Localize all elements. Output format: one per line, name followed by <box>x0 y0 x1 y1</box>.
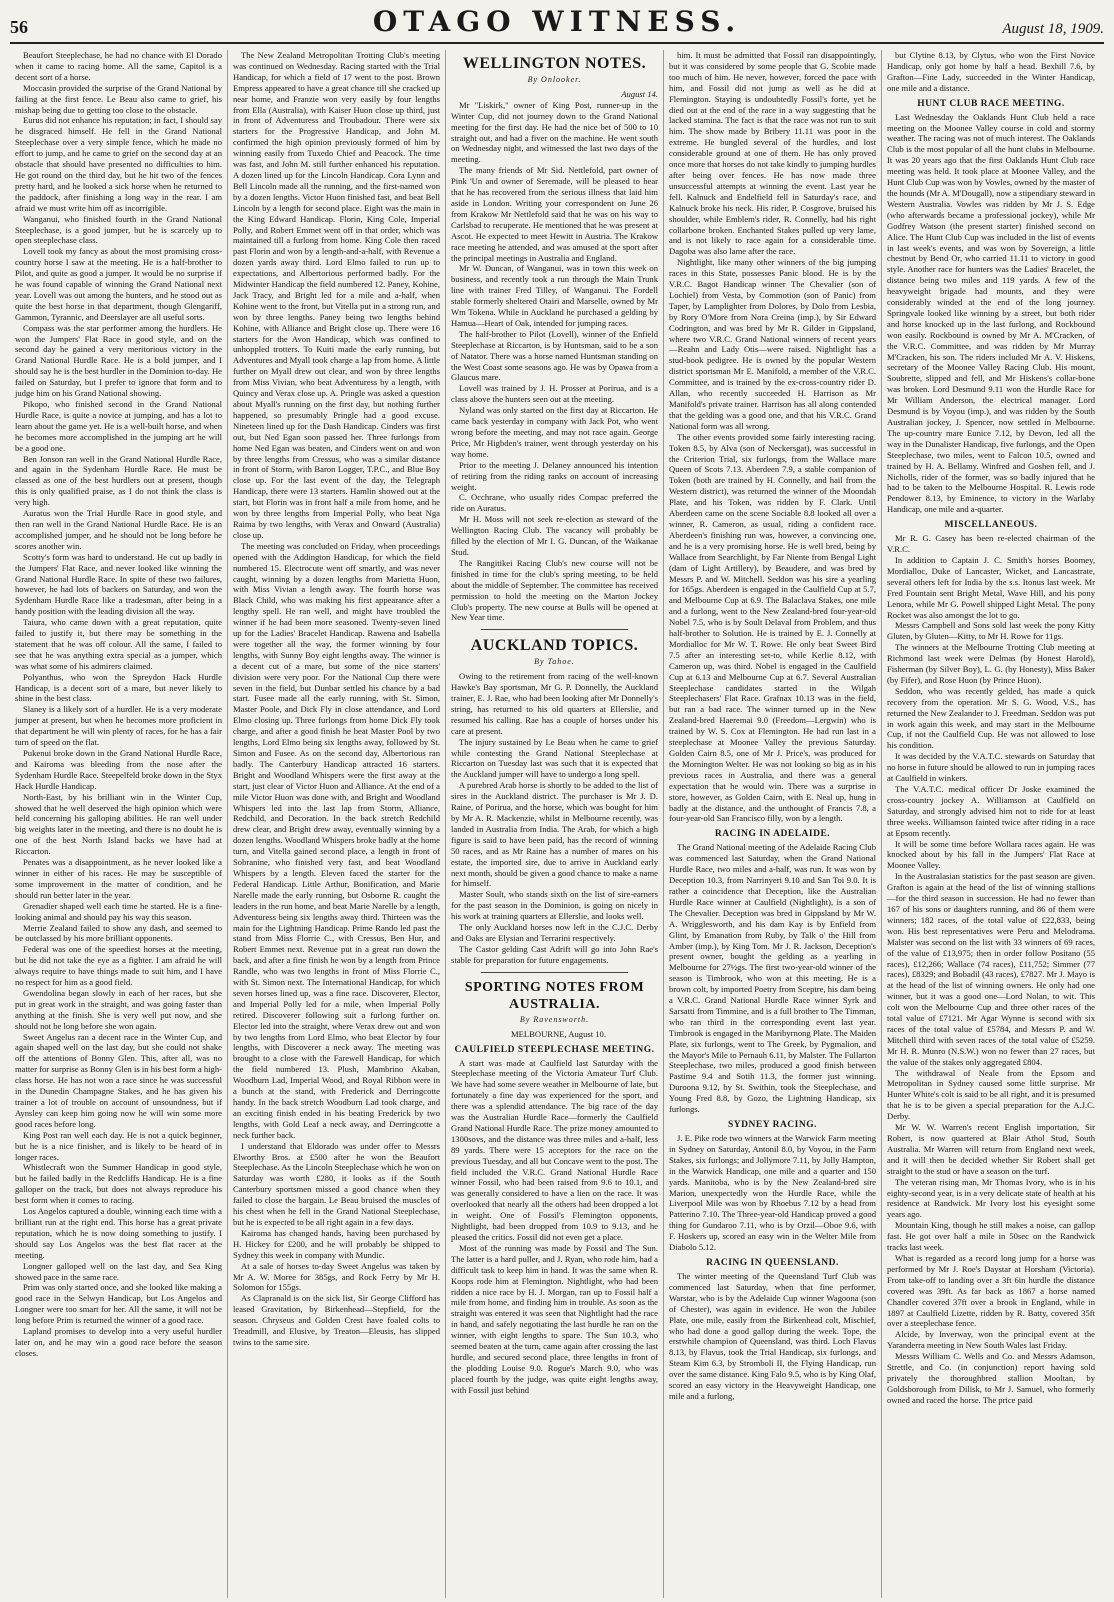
paragraph: Slaney is a likely sort of a hurdler. He is a very moderate jumper at present, but when he becomes more proficient in that department he will win plenty of races, for he has a fair turn of speed on the flat. <box>15 704 222 748</box>
paragraph: I understand that Eldorado was under offer to Messrs Elworthy Bros. at £500 after he won the Beaufort Steeplechase. As the Lincoln Steeplechase which he won on Saturday was worth £280, it looks as if the South Canterbury sportsmen missed a good chance when they failed to close the bargain. Le Beau bruised the muscles of his chest when he fell in the Grand National Steeplechase, but he is expected to be all right again in a few days. <box>233 1140 440 1227</box>
issue-date: August 18, 1909. <box>1002 21 1104 37</box>
paragraph: Pukenui broke down in the Grand National Hurdle Race, and Kairoma was bleeding from the nose after the Sydenham Hurdle Race. Steepelfeld broke down in the Styx Hack Hurdle Handicap. <box>15 748 222 791</box>
hunt-heading: HUNT CLUB RACE MEETING. <box>917 98 1065 109</box>
paragraph: Alcide, by Inverway, won the principal event at the Yaranderra meeting in New South Wales last Friday. <box>887 1329 1095 1351</box>
paragraph: Prim was only started once, and she looked like making a good race in the Selwyn Handicap, but Los Angelos and Longner were too smart for her. All the same, it will not be long before Prim is returned the winner of a good race. <box>15 1282 222 1326</box>
paragraph: Lovell was trained by J. H. Prosser at Porirua, and is a class above the hunters seen out at the meeting. <box>451 383 658 405</box>
wellington-heading: WELLINGTON NOTES. <box>462 55 647 72</box>
column-3 <box>446 50 664 1598</box>
paragraph: King Post ran well each day. He is not a quick beginner, but he is a nice finisher, and is likely to be heard of in longer races. <box>15 1129 222 1162</box>
paragraph: Owing to the retirement from racing of the well-known Hawke's Bay sportsman, Mr G. P. Donnelly, the Auckland trainer, E. J. Rae, who had been looking after Mr Donnelly's string, has returned to his old quarters at Ellerslie, and resumed his calling. Rae has a couple of horses under his care at present. <box>451 671 658 736</box>
paragraph: Nyland was only started on the first day at Riccarton. He came back yesterday in company with Jack Pot, who went wrong before the meeting, and may not race again. George Price, Mr Higbden's trainer, went through yesterday on his way home. <box>451 405 658 459</box>
paragraph: The Rangitikei Racing Club's new course will not be finished in time for the club's spring meeting, to be held about the middle of September. The committee has received permission to hold the meeting on the Marton Jockey Club's property. The new course at Bulls will be opened at New Year time. <box>451 557 658 623</box>
sporting-subheading: CAULFIELD STEEPLECHASE MEETING. <box>454 1044 655 1055</box>
paragraph: Mr W. Duncan, of Wanganui, was in town this week on business, and recently took a run through the Main Trunk line with trainer Fred Tilley, of Wanganui. The Fordell stable formerly sheltered Otairi and Marselle, owned by Mr Wm Tokena. While in Auckland he purchased a gelding by Hamua—Heart of Oak, intended for jumping races. <box>451 263 658 328</box>
paper-title: OTAGO WITNESS. <box>372 5 742 38</box>
paragraph: him. It must be admitted that Fossil ran disappointingly, but it was considered by some people that G. Scobie made too much of him. He never, however, forced the pace with him, and Fossil did not jump as well as he did at Flemington. Staying is undoubtedly Fossil's forte, yet he died out at the end of the race in a way suggesting that he lacked stamina. The fact is that the race was not run to suit him. The show made by Bribery 11.11 was poor in the extreme. He bungled several of the hurdles, and lost considerable ground at one of them. He has only proved once more that horses do not take kindly to jumping hurdles after being over fences. He has now made three unsuccessful attempts at winning the event. Last year he fell. Kalnuck and Endelfield fell in Saturday's race, and Kalnuck broke his neck. His rider, P. Cosgrove, bruised his shoulder, while Emblem's rider, R. Connelly, had his right collarbone broken. Enchanted Stakes pulled up very lame, and is not likely to race again for a considerable time. Dagoba was also lame after the race. <box>669 50 876 257</box>
page-number: 56 <box>10 17 28 37</box>
queensland-heading: RACING IN QUEENSLAND. <box>706 1257 839 1268</box>
paragraph: Beaufort Steeplechase, he had no chance with El Dorado when it came to racing home. All the same, Capitol is a decent sort of a horse. <box>15 50 222 82</box>
sydney-heading: SYDNEY RACING. <box>728 1120 817 1130</box>
paragraph: Compass was the star performer among the hurdlers. He won the Jumpers' Flat Race in good style, and on the second day he gained a very meritorious victory in the Grand National Hurdle Race. He is a bold jumper, and I should say he is the best hurdler in the Dominion to-day. He failed on Saturday, but I prefer to ignore that form and to judge him on his Grand National showing. <box>15 322 222 399</box>
paragraph: Mr R. G. Casey has been re-elected chairman of the V.R.C. <box>887 533 1095 555</box>
paragraph: The injury sustained by Le Beau when he came to grief while contesting the Grand National Steeplechase at Riccarton on Tuesday last was such that it is expected that the Auckland jumper will have to undergo a long spell. <box>451 736 658 780</box>
paragraph: Scotty's form was hard to understand. He cut up badly in the Jumpers' Flat Race, and never looked like winning the Grand National Hurdle Race. In spite of these two failures, however, he had lots of backers on Saturday, and won the Sydenham Hurdle Race like a tradesman, after being in a handy position with the leading division all the way. <box>15 551 222 617</box>
paragraph: The other events provided some fairly interesting racing. Token 8.5, by Alva (son of Neckersgat), was successful in the Criterion Trial, six furlongs, from the Wallace mare Queen of Scots 7.13. Aberdeen 7.9, a stable companion of Token (both are trained by H. Connelly, and hail from the Western district), was returned the winner of the Moondah Plate, and his Token, was ridden by F. Clark. Until Aberdeen came on the scene Sociable 8.8 looked all over a winner, R. Cameron, as usual, riding a confident race. Aberdeen's finishing run was, however, a convincing one, and he is a very promising horse. He is well bred, being by Wallace from Searchlight, by Far Niente from Bengal Light (dam of Light Artillery), by Beaudere, and was bred by Messrs P. and W. Mitchell. Seddon was his sire a yearling for 165gs. Aberdeen is engaged in the Caulfield Cup at 5.7, and Melbourne Cup at 6.9. The Balaclava Stakes, one mile and a furlong, went to the New Zealand-bred four-year-old Nobel 7.5, who is by Soult Delaval from Problem, and thus half-brother to Solution. He is trained by E. J. Connelly at Mordialloc for Mr W. T. Rowe. He only beat Sweet Bird 7.5 after an interesting set-to, while Kerlie 8.12, with Cameron up, was third. Nobel is engaged in the Caulfield Cup at 6.13 and Melbourne Cup at 6.7. Several Australian Steeplechase candidates started in the Wilgah Steeplechasers' Flat Race. Grafnax 10.13 was in the field, but ran a bad race. The winner turned up in the New Zealand-bred Haeremai 9.0 (Freedom—Lergwin) who is trained by W. S. Cox at Flemington. He had run last in a steeplechase at Moonee Valley the previous Saturday. Golden Cairn 8.5, one of Mr J. Price's, was produced for the Mornington Welter. He was not looking so big as in his previous races in Australia, and there was a general expectation that he would win. There was a surprise in store, however, as Golden Cairn, with E. Neal up, hung in badly at the distance, and the unthought of Francis 7.8, a four-year-old San Francisco filly, won by a length. <box>669 431 876 824</box>
wellington-body <box>451 100 658 624</box>
paragraph: The only Auckland horses now left in the C.J.C. Derby and Oaks are Elysian and Terrarini respectively. <box>451 922 658 943</box>
sporting-byline: By Ravensworth. <box>519 1014 590 1024</box>
auckland-byline: By Tahoe. <box>534 657 575 667</box>
paragraph: The Castor gelding Cast Adrift will go into John Rae's stable for preparation for future engagements. <box>451 943 658 965</box>
paragraph: Mr H. Moss will not seek re-election as steward of the Wellington Racing Club. The vacancy will probably be filled by the election of Mr I. G. Duncan, of the Waikanae Stud. <box>451 514 658 557</box>
paragraph: Mr W. W. Warren's recent English importation, Sir Robert, is now quartered at Blair Athol Stud, South Australia. Mr Warren will return from England next week, and it will then be decided whether Sir Robert shall get straight to the stud or have a season on the turf. <box>887 1122 1095 1176</box>
paragraph: Nightlight, like many other winners of the big jumping races in this State, possesses Panic blood. He is by the V.R.C. Bagot Handicap winner The Chevalier (son of Lochiel) from Vesta, by Commotion (son of Panic) from Taper, by Lamplighter from Dolores, by Dolo from Lesbia, by Rory O'More from Nora Creina (imp.), by Sir Edward Codrington, and was bred by Mr R. Gilder in Gippsland, where two V.R.C. Grand National winners of recent years—Reahn and Lady Otis—were raised. Nightlight has a stud-book pedigree. He is owned by the popular Western district sportsman Mr E. Manifold, a member of the V.R.C. Committee, and is trained by the ex-cross-country rider D. Allan, who recently succeeded H. Harrison as Mr Manifold's private trainer. Harrison has all along contended that the gelding was a good one, and that his V.R.C. Grand National form was all wrong. <box>669 257 876 431</box>
paragraph: Penates was a disappointment, as he never looked like a winner in either of his races. He may be susceptible of some improvement in the matter of condition, and he should run better later in the year. <box>15 857 222 900</box>
paragraph: The New Zealand Metropolitan Trotting Club's meeting was continued on Wednesday. Racing started with the Trial Handicap, for which a field of 17 went to the post. Brown Empress appeared to have a great chance till she cracked up near home, and Franzie won very easily by four lengths from Ella (Australia), with Kaiser Huon close up third, just in front of Adventuress and Troubadour. There were six starters for the Progressive Handicap, and John M. confirmed the high opinion previously formed of him by winning easily from Tuxedo Chief and Peacock. The time was fast, and John M. still further enhanced his reputation. A dozen lined up for the Lincoln Handicap. Cora Lynn and Bell Lincoln made all the running, and the first-named won by a dozen lengths. Victor Huon finished fast, and beat Bell Lincoln by a length for second place. Eight was the main in the King Edward Handicap. Florin, King Cole, Imperial Polly, and Robert Emmet went off in that order, which was maintained till a furlong from home. King Cole then raced past Florin and won by a length-and-a-half, with Revenue a dozen yards away third. Lord Elmo failed to run up to expectations, and Albertorious performed badly. For the Midwinter Handicap the field numbered 12. Paney, Kohine, Jack Tracy, and Bright led for a mile and a-half, when Kohine went to the front, but Vitella put in a strong run, and won by three lengths. Paney being two lengths behind Kohine, with Alliance and Bright close up. There were 16 starters for the Avon Handicap, which was confined to unhoppled trotters. To Kuiti made the early running, but Adventures and Myall took charge a lap from home. A little further on Myall drew out clear, and won by three lengths from Miss Vivian, who beat Adventuress by a length, with Quincy and Verax close up. A. Pringle was asked a question about Myall's running on the first day, but nothing further happened, so presumably Pringle had a good excuse. Nineteen lined up for the Dash Handicap. Cinders was first out, but Ned Egan soon passed her. Three furlongs from home Ned Egan was beaten, and Cinders went on and won by three lengths from Cressus, who was a similar distance in front of Storm, with Baron Logger, T.P.C., and Blue Boy close up. For the last event of the day, the Telegraph Handicap, there were 13 starters. Hamlin showed out at the start, but Florin was in front half a mile from home, and he won by three lengths from Imperial Polly, who beat Nga Raima by two lengths, with Verax and Onward (Australia) close up. <box>233 50 440 540</box>
auckland-body <box>451 671 658 965</box>
paragraph: North-East, by his brilliant win in the Winter Cup, showed that he well deserved the high opinion which were held concerning his galloping abilities. He ran well under big weights later in the meeting, and there is no doubt he is one of the best North Island backs we have had at Riccarton. <box>15 791 222 857</box>
paragraph: What is regarded as a record long jump for a horse was performed by Mr J. Roe's Daystar at Horsham (Victoria). From take-off to landing over a 3ft 6in hurdle the distance covered was 39ft. As far back as 1867 a horse named Chandler covered 37ft over a brook in England, while in 1897 at Caulfield Lizette, ridden by R. Batty, covered 35ft over a steeplechase fence. <box>887 1252 1095 1329</box>
misc-heading: MISCELLANEOUS. <box>944 520 1038 531</box>
paragraph: Wanganui, who finished fourth in the Grand National Steeplechase, is a good jumper, but he is scarcely up to open steeplechase class. <box>15 213 222 246</box>
paragraph: It was decided by the V.A.T.C. stewards on Saturday that no horse in future should be allowed to run in jumping races at Caulfield in winkers. <box>887 751 1095 784</box>
wellington-dateline: August 14. <box>621 88 658 99</box>
paragraph: Longner galloped well on the last day, and Sea King showed pace in the same race. <box>15 1260 222 1282</box>
paragraph: In the Australasian statistics for the past season are given. Grafton is again at the head of the list of winning stallions—for the third season in succession. He had no fewer than 167 of his sons or daughters running, and 86 of them were winners; 182 races, of the total value of £22,833, being won. His best representatives were Peru and Melodrama. Malster was second on the list with 33 winners of 69 races, of the value of £13,975; then in order follow Positano (55 races), £12,266; Wallace (74 races), £11,752; Simmer (77 races), £8329; and Bobadil (43 races), £7827. Mr J. Mayo is at the head of the list of winning owners. He only had one winner, but it was a good one—Lord Nolan, to wit. This colt won the Melbourne Cup and three other races of the total value of £7121. Mr Agar Wynne is second with six races of the total value of £5784, and Messrs P. and W. Mitchell third with seven races of the total value of £5259. Mr H. R. Munro (N.S.W.) won no fewer than 27 races, but the value of the stakes only aggregated £804. <box>887 871 1095 1067</box>
queensland-continued <box>887 50 1095 94</box>
paragraph: The V.A.T.C. medical officer Dr Joske examined the cross-country jockey A. Williamson at Caulfield on Saturday, and strongly advised him not to ride for at least three weeks. Williamson fainted twice after riding in a race at Epsom recently. <box>887 784 1095 838</box>
paragraph: Master Soult, who stands sixth on the list of sire-earners for the past season in the Dominion, is going on nicely in his work at training quarters at Ellerslie, and looks well. <box>451 889 658 922</box>
paragraph: but Clytine 8.13, by Clytus, who won the First Novice Handicap, only got home by half a head. Bexhill 7.6, by Grafton—Fine Lady, succeeded in the Winter Handicap, one mile and a distance. <box>887 50 1095 93</box>
paragraph: Pikopo, who finished second in the Grand National Hurdle Race, is quite a novice at jumping, and has a lot to learn about the game yet. He is a well-built horse, and when he becomes more accomplished in the jumping art he will be a good one. <box>15 399 222 453</box>
paragraph: Mountain King, though he still makes a noise, can gallop fast. He got over half a mile in 50sec on the Randwick tracks last week. <box>887 1220 1095 1253</box>
queensland-body <box>669 1271 876 1402</box>
paragraph: Seddon, who was recently gelded, has made a quick recovery from the operation. Mr S. G. Wood, V.S., has returned the New Zealander to J. Freedman. Seddon was put in work again this week, and may start in the Melbourne Cup, if not the Caulfield Cup. He was not allowed to lose his condition. <box>887 685 1095 751</box>
paragraph: Most of the running was made by Fossil and The Sun. The latter is a hard puller, and J. Ryan, who rode him, had a difficult task to keep him in hand. It was the same when R. Koops rode him at Flemington. Nightlight, who had been ridden a nice race by H. J. Morgan, ran up to Fossil half a mile from home, and finding him in trouble. As soon as the straight was entered it was seen that Nightlight had the race in hand, and safely negotiating the last hurdle he ran on the winner, with eight lengths to spare. The Sun 10.3, who seemed beaten at the turn, came again after crossing the last hurdle, and secured second place, three lengths in front of the plodding Louise 9.0. Rogue's March 9.0, who was placed fourth by the judge, was quite eight lengths away, with Fossil just behind <box>451 1242 658 1395</box>
paragraph: As Clapranald is on the sick list, Sir George Clifford has leased Gravitation, by Birkenhead—Stepfield, for the season. Chryseus and Golden Crest have foaled colts to Treadmill, and Elusive, by Treaton—Eleusis, has slipped twins to the same sire. <box>233 1293 440 1347</box>
paragraph: J. E. Pike rode two winners at the Warwick Farm meeting in Sydney on Saturday, Antonil 8.0, by Voyou, in the Farm Stakes, six furlongs; and Jollymore 7.11, by Jolly Hampton, in the Warwick Handicap, one mile and a quarter and 150 yards. Manitoba, who is by the New Zealand-bred sire Marion, unexpectedly won the Hurdle Race, while the Liverpool Mile was won by Rhoebus 7.12 by a head from Patterino 7.10. The Three-year-old Handicap proved a good thing for Gundaroo 7.11, who is by Orzil—Oboe 9.6, with F. Hoskers up, scored an easy win in the Welter Mile from Diabolo 5.12. <box>669 1133 876 1253</box>
adelaide-heading: RACING IN ADELAIDE. <box>714 829 831 840</box>
paragraph: Ben Jonson ran well in the Grand National Hurdle Race, and again in the Sydenham Hurdle Race. He must be classed as one of the best hurdlers out at present, though this is only qualified praise, as I do not think the class is very high. <box>15 453 222 508</box>
wellington-byline: By Onlooker. <box>527 75 582 84</box>
section-rule <box>481 972 628 973</box>
paragraph: In addition to Captain J. C. Smith's horses Boomey, Mordialloc, Duke of Lancaster, Wicket, and Lancastrate, several others left for India by the s.s. Itonus last week. Mr Fred Fountain sent Bright Metal, Wave Hill, and his pony Lenora, while Mr G. Powell shipped Light Metal. The pony Rocket was also amongst the lot to go. <box>887 554 1095 620</box>
paragraph: Auratus won the Trial Hurdle Race in good style, and then ran well in the Grand National Hurdle Race. He is an accomplished jumper, and he should not be long before he scores another win. <box>15 508 222 551</box>
paragraph: The Grand National meeting of the Adelaide Racing Club was commenced last Saturday, when the Grand National Hurdle Race, two miles and a-half, was run. It was won by Deception 10.3, from Narrinyeri 9.10 and San Toi 9.0. It is rather a coincidence that Deception, like the Australian Hurdle Race winner at Caulfield (Nightlight), is a son of The Chevalier. Deception was bred in Gippsland by Mr W. A. Wrigglesworth, and his dam Kay is by Enfield from Glint, by Emanation from Ruby, by Talk o' the Hill from Amber (imp.), by King Tom. Mr J. R. Jackson, Deception's present owner, bought the gelding as a yearling in Melbourne for 27½gs. The first two-year-old winner of the season is Timbrook, who won at this meeting. He is a brown colt, by imported Poetry from Sceptre, his dam being a V.R.C. Grand National Hurdle Race winner Syrk and Sarsatti from Timmine, and is a full brother to The Timman, who ran third in the corresponding event last year. Timbrook is engaged in the Maribyrnong Plate. The Maiden Plate, six furlongs, went to The Greek, by Pygmalion, and the Mayor's Mile to Pernauh 6.11, by Malster. The Fullarton Steeplechase, two miles, produced a good finish between Pastime 9.4 and Sotih 11.3, the former just winning. Duroona 9.12, by St. Swithin, took the Steeplechase, and Young Fred 8.8, by Gozo, the Lightning Handicap, six furlongs. <box>669 842 876 1115</box>
paragraph: Federal was one of the speediest horses at the meeting, but he did not take the eye as a fighter. I am afraid he will always require to have things made to suit him, and I have no respect for him as a good field. <box>15 944 222 988</box>
hunt-body <box>887 112 1095 516</box>
column-2 <box>228 50 446 1598</box>
section-rule <box>481 629 628 630</box>
paragraph: A start was made at Caulfield last Saturday with the Steeplechase meeting of the Victoria Amateur Turf Club. We have had some severe weather in Melbourne of late, but fortunately a fine day was experienced for the sport, and there was a splendid attendance. The big race of the day was the Australian Hurdle Race—formerly the Caulfield Grand National Hurdle Race. The prize money amounted to 1300sovs, and the distance was three miles and a-half, less 89 yards. There were 15 acceptors for the race on the previous Tuesday, and all but Concave went to the post. The field included the V.R.C. Grand National Hurdle Race winner Fossil, who had been raised from 9.6 to 10.1, and was generally considered to have a lien on the race. It was overlooked that nearly all the others had been dropped a lot in weight. One of Fossil's Flemington opponents, Nightlight, had been dropped from 10.9 to 9.13, and he pleased the critics. Fossil did not even get a place. <box>451 1057 658 1242</box>
paragraph: Los Angelos captured a double, winning each time with a brilliant run at the right end. This horse has a great private reputation, which he is now doing something to justify. I should say Los Angelos was the best flat racer at the meeting. <box>15 1206 222 1260</box>
column-5 <box>882 50 1100 1598</box>
paragraph: The veteran rising man, Mr Thomas Ivory, who is in his eighty-second year, is in a very delicate state of health at his residence at Randwick. Mr Ivory lost his eyesight some years ago. <box>887 1176 1095 1220</box>
paragraph: Prior to the meeting J. Delaney announced his intention of retiring from the riding ranks on account of increasing weight. <box>451 459 658 492</box>
paragraph: At a sale of horses to-day Sweet Angelus was taken by Mr A. W. Moree for 385gs, and Rock Ferry by Mr H. Solomon for 155gs. <box>233 1260 440 1293</box>
paragraph: Gwendolina began slowly in each of her races, but she put in great work in the straight, and was going faster than anything at the finish. She is very well put now, and she should not be long before she won again. <box>15 987 222 1031</box>
paragraph: Grenadier shaped well each time he started. He is a fine-looking animal and should pay his way this season. <box>15 900 222 922</box>
paragraph: The withdrawal of Neale from the Epsom and Metropolitan in Sydney caused some little surprise. Mr Hunter White's colt is said to be all right, and it is presumed that he is to be given a special preparation for the A.J.C. Derby. <box>887 1067 1095 1122</box>
auckland-heading: AUCKLAND TOPICS. <box>470 637 639 655</box>
paragraph: Lapland promises to develop into a very useful hurdler later on, and he may win a good race before the season closes. <box>15 1326 222 1358</box>
column-4 <box>664 50 882 1598</box>
paragraph: Sweet Angelus ran a decent race in the Winter Cup, and again shaped well on the last day, but she could not shake off the attentions of Bonny Glen. This, after all, was no matter for surprise as Bonny Glen is in his best form a high-class horse. He has not won a race since he was successful in the Dunedin Champagne Stakes, and he has given his trainer a lot of trouble on account of unsoundness, but if Aynsley can keep him going now he will win some more good races before long. <box>15 1031 222 1129</box>
paragraph: Last Wednesday the Oaklands Hunt Club held a race meeting on the Moonee Valley course in cold and stormy weather. The racing was not of much interest. The Oaklands Club is the most popular of all the hunt clubs in Melbourne. It was 20 years ago that the first Oaklands Hunt Club race meeting was held. It took place at Moonee Valley, and the Hunt Club Cup was won by Vowles, owned by the master of the hounds (Mr A. M'Dougall), now a stipendiary steward in Western Australia. Vowles was ridden by Mr J. S. Edge (who afterwards became a professional jockey), while Mr Godfrey Watson (the present starter) finished second on Alice. The Hunt Club Cup was included in the list of events in last week's events, and was won by Sovereign, a little chestnut by Bend Or, who carried 11.11 to victory in good style. Another race for hunters was the Ladies' Bracelet, the distance being two miles and 119 yards. A few of the heavyweight brigade had mounts, and they were considerably winded at the end of the long journey. Springvale looked like winning by a street, but both rider and horse knocked up in the last furlong, and Rockbound won easily. Rockbound is owned by Mr A. M'Cracken, of the V.R.C. Committee, and was ridden by Mr Murray M'Cracken, his son. The riders included Mr A. V. Hiskens, secretary of the Moonee Valley Racing Club. His mount, Soubrette, slipped and fell, and Mr Hiskens's collar-bone was broken. Lord Desmund 9.11 won the Hurdle Race for Mr William Anderson, the electrical manager. Lord Desmund is by Voyou (imp.), and was ridden by the South Australian jockey, J. Spencer, now settled in Melbourne. The up-country mare Eunice 7.12, by Devon, led all the way in the Dunalister Handicap, five furlongs, and the Open Steeplechase, two miles, went to Falcon 10.5, owned and trained by H. A. Bellamy. Winfred and Goshen fell, and J. Nicholls, rider of the former, was so badly injured that he had to be taken to the Melbourne Hospital. R. Lewis rode Pendower 8.13, by Eminence, to victory in the Warlaby Handicap, one mile and a-quarter. <box>887 111 1096 515</box>
adelaide-body <box>669 842 876 1115</box>
column-1 <box>10 50 228 1598</box>
paragraph: It will be some time before Wollara races again. He was knocked about by his fall in the Jumpers' Flat Race at Moonee Valley. <box>887 838 1095 871</box>
paragraph: Moccasin provided the surprise of the Grand National by failing at the first fence. Le Beau also came to grief, his mishap being due to getting too close to the obstacle. <box>15 82 222 115</box>
paragraph: Mr "Liskirk," owner of King Post, runner-up in the Winter Cup, did not journey down to the Grand National meeting for the first day. He had the nice bet of 500 to 10 straight out, and had a fiver on the machine. He went south on Wednesday night, and witnessed the last two days of the meeting. <box>451 99 658 165</box>
sydney-body <box>669 1133 876 1253</box>
paragraph: The winners at the Melbourne Trotting Club meeting at Richmond last week were Delmas (by Honest Harold), Fisherman (by Silver Boy), L. G. (by Honesty), Miss Baker (by Fifer), and Rose Huon (by Prince Huon). <box>887 642 1095 685</box>
paragraph: Taiura, who came down with a great reputation, quite failed to justify it, but there may be something in the statement that he was off colour. All the same, I failed to see that he was anything extra special as a jumper, which was what some of his admirers claimed. <box>15 617 222 671</box>
paragraph: C. Occhrane, who usually rides Compac preferred the ride on Auratus. <box>451 492 658 514</box>
paragraph: The half-brother to Pilot (Lovell), winner of the Enfield Steeplechase at Riccarton, is by Huntsman, said to be a son of Natator. There was a horse named Huntsman standing on the West Coast some seasons ago. He was by Opawa from a Glaucus mare. <box>451 328 658 383</box>
sporting-body <box>451 1058 658 1396</box>
paragraph: A purebred Arab horse is shortly to be added to the list of sires in the Auckland district. The purchaser is Mr J. D. Raine, of Porirua, and the horse, which was bought for him by Mr A. R. Mackenzie, whilst in Melbourne recently, was landed in Australia from India. The Arab, for which a high figure is said to have been paid, has the record of winning 50 races, and as Mr Raine has a number of mares on his estate, the imported sire, due to arrive in Auckland early next month, should be given a good chance to make a name for himself. <box>451 780 658 889</box>
sporting-continued <box>669 50 876 824</box>
paragraph: Merrie Zealand failed to show any dash, and seemed to be outclassed by his more brilliant opponents. <box>15 922 222 944</box>
paragraph: Whistlecraft won the Summer Handicap in good style, but he failed badly in the Redcliffs Handicap. He is a fine galloper on the track, but does not always reproduce his best form when it comes to racing. <box>15 1162 222 1206</box>
sporting-heading: SPORTING NOTES FROM AUSTRALIA. <box>464 979 645 1012</box>
paragraph: Lovell took my fancy as about the most promising cross-country horse I saw at the meeting. He is a half-brother to Pilot, and quite as good a jumper. It would be no surprise if he was found capable of winning the Grand National next year. Lovell was out among the hunters, and he stood out as quite the best horse in that department, though Glengariff, Gammon, Tyrannic, and Deerslayer are all useful sorts. <box>15 246 222 322</box>
misc-body <box>887 533 1095 1406</box>
paragraph: Messrs Campbell and Sons sold last week the pony Kitty Gluten, by Gluten—Kitty, to Mr H. Rowe for 11gs. <box>887 620 1095 642</box>
paragraph: The meeting was concluded on Friday, when proceedings opened with the Addington Handicap, for which the field numbered 15. Electrocute went off smartly, and was never caught, winning by a dozen lengths from Marietta Huon, with Miss Vivian a length away. The fourth horse was Black Child, who was making his first appearance after a lengthy spell. He ran well, and might have troubled the winner if he had been more seasoned. Twenty-seven lined up for the Ladies' Bracelet Handicap. Rawena and Isabella were together all the way, the former winning by four lengths, with Sunny Boy eight lengths away. The winner is a decent cut of a mare, but some of the nice starters' division were very poor. For the National Cup there were seven in the field, but Dunbar settled his chance by a bad start. Fusee made all the early running, with St. Simon, Master Poole, and Dick Fly in close attendance, and Lord Elmo closing up. Three furlongs from home Dick Fly took charge, and after a good finish he beat Master Pool by two lengths, Lord Elmo being six lengths away, followed by St. Simon and Fusee. As on the second day, Albertorious ran badly. The Canterbury Handicap attracted 16 starters. Bright and Woodland Whispers were the first away at the start, just clear of Victor Huon and Alliance. At the end of a mile Victor Huon was done with, and Bright and Woodland Whispers led into the last lap from Storm, Alliance, Redchild, and Decoration. In the back stretch Redchild drew clear, and Bright drew away, eventually winning by a dozen lengths. Woodland Whispers broke badly at the home turn, and Vitella gained second place, a length in front of Sobranine, who finished very fast, and beat Woodland Whispers by a length. Eleven faced the starter for the Federal Handicap. Little Arthur, Bonification, and Marie Narelle made the early running, but Osborne R. caught the leaders in the run home, and beat Marie Narelle by a length, Adventuress being six lengths away third. Thirteen was the main for the Lightning Handicap. Prime Rando led past the stand from Miss Florrie C., with Cressus, Ben Hur, and Robert Emmet next. Revenue put in a great run down the back, and after a fine finish he won by a length from Prince Randle, who was two lengths in front of Miss Florrie C., with St. Simon next. The International Handicap, for which seven horses lined up, was a fine race. Discoverer, Elector, and Imperial Polly led for a mile, when Imperial Polly retired. Discoverer following suit a furlong further on. Elector led into the straight, where Verax drew out and won by two lengths from Lord Elmo, who beat Elector by four lengths, with Discoverer a neck away. The meeting was brought to a close with the Farewell Handicap, for which the field numbered 13. Plush, Mambrino Akaban, Woodburn Lad, Imperial Wood, and Royal Ribbon were in a bunch at the stand, with Frederick and Derringcotte handy. In the back stretch Woodburn Lad took charge, and an exciting finish ended in his beating Frederick by two lengths, with Gold Leaf a neck away, and Derringcotte a neck further back. <box>233 540 440 1140</box>
sporting-dateline: MELBOURNE, August 10. <box>510 1028 606 1039</box>
paragraph: Eurus did not enhance his reputation; in fact, I should say he disgraced himself. He fell in the Grand National Steeplechase over a very simple fence, which he made no effort to jump, and he came to grief on the second day at an obstacle that should have presented no difficulties to him. He got round on the third day, but he hit two of the fences pretty hard, and he looked a sick horse when he returned to the paddock, after finishing a long way in the rear. I am afraid we must write him off as incorrigible. <box>15 115 222 213</box>
paragraph: The winter meeting of the Queensland Turf Club was commenced last Saturday, when that fine performer, Warstar, who is by the Adelaide Cup winner Wagoona (son of Chester), was again in evidence. He won the Jubilee Plate, one mile, easily from the Birkenhead colt, Mischief, who had done a good gallop during the week. Tope, the erstwhile champion of Queensland, was third. Loch Flavus 8.13, by Flavus, took the Trial Handicap, six furlongs, and Steam Kim 6.3, by Stromboli II, the Flying Handicap, run over the same distance. King Falo 9.5, who is by King Olaf, scored an easy victory in the Heavyweight Handicap, one mile and a furlong, <box>669 1270 876 1401</box>
paragraph: Kairoma has changed hands, having been purchased by H. Hickey for £200, and he will probably be shipped to Sydney this week in company with Mundic. <box>233 1227 440 1260</box>
paragraph: Messrs William C. Wells and Co. and Messrs Adamson, Strettle, and Co. (in conjunction) report having sold privately the thoroughbred stallion Mooltan, by Goldsborough from Dilisk, to Mr J. Samuel, who formerly owned and raced the horse. The price paid <box>887 1351 1095 1405</box>
paragraph: The many friends of Mr Sid. Nettlefold, part owner of Pink 'Un and owner of Seremade, will be pleased to hear that he has recovered from the serious illness that laid him aside in London. Writing your correspondent on June 26 from Krakow Mr Nettlefold said that he was on his way to Carlsbad to recuperate. He mentioned that he was present at Ascot. He expected to meet Hewitt in Austria. The Krakow race meeting he attended, and was amused at the sport after the principal meetings in Australia and England. <box>451 165 658 263</box>
columns <box>10 50 1104 1598</box>
masthead <box>10 5 1104 44</box>
paragraph: Polyanthus, who won the Spreydon Hack Hurdle Handicap, is a decent sort of a mare, but never likely to shine in the best class. <box>15 671 222 704</box>
